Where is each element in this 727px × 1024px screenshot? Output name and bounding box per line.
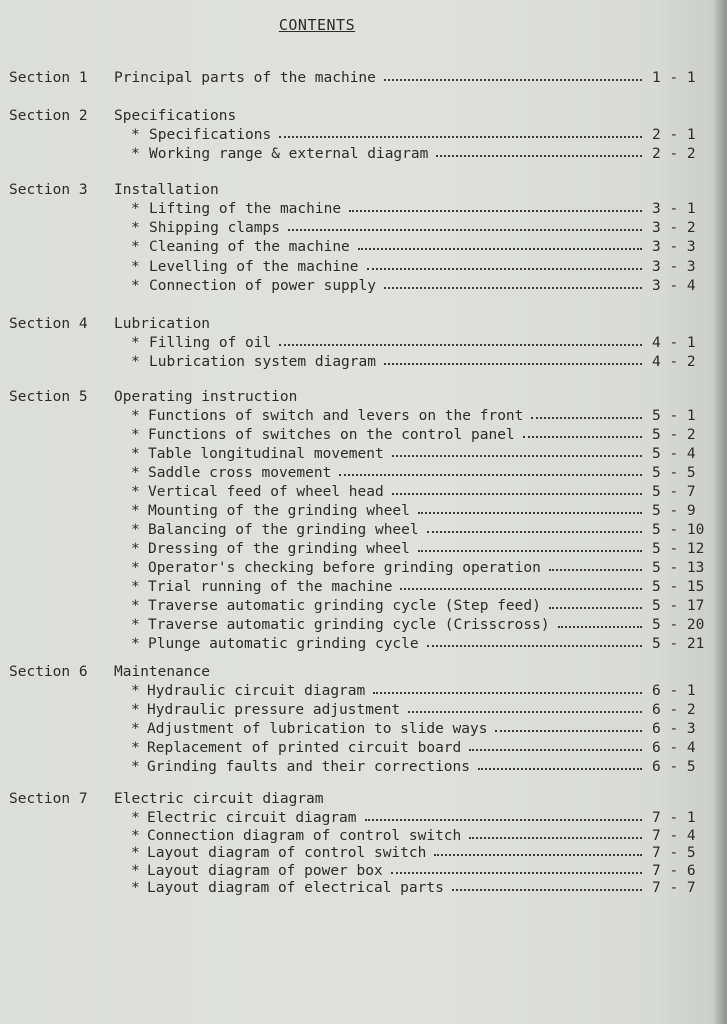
dot-leader xyxy=(391,872,642,874)
entry-title: Electric circuit diagram xyxy=(147,810,357,826)
page-number: 5 - 1 xyxy=(652,408,696,424)
page-number: 6 - 4 xyxy=(652,740,696,756)
dot-leader xyxy=(373,692,642,694)
section-title: Operating instruction xyxy=(114,389,298,405)
toc-entry xyxy=(0,239,720,257)
page-number: 7 - 5 xyxy=(652,845,696,861)
page-number: 3 - 4 xyxy=(652,277,696,294)
toc-entry xyxy=(0,503,720,521)
dot-leader xyxy=(427,645,642,647)
page-title: CONTENTS xyxy=(278,16,356,34)
page-number: 6 - 5 xyxy=(652,759,696,775)
entry-title: Lubrication system diagram xyxy=(149,354,376,370)
bullet-star: * xyxy=(131,598,140,614)
entry-title: Filling of oil xyxy=(149,335,272,351)
bullet-star: * xyxy=(131,636,140,652)
entry-title: Layout diagram of electrical parts xyxy=(147,880,444,896)
page-number: 5 - 20 xyxy=(652,617,705,633)
toc-entry xyxy=(0,759,720,777)
toc-section xyxy=(0,389,720,409)
toc-entry xyxy=(0,541,720,559)
toc-entry xyxy=(0,127,720,145)
bullet-star: * xyxy=(131,146,140,163)
dot-leader xyxy=(408,711,642,713)
toc-entry xyxy=(0,408,720,426)
entry-title: Traverse automatic grinding cycle (Crisscross) xyxy=(148,617,550,633)
page-number: 3 - 3 xyxy=(652,258,696,275)
toc-entry xyxy=(0,522,720,540)
bullet-star: * xyxy=(131,579,140,595)
dot-leader xyxy=(418,512,642,514)
section-label: Section 5 xyxy=(9,389,88,405)
toc-entry xyxy=(0,201,720,219)
entry-title: Vertical feed of wheel head xyxy=(148,484,384,500)
dot-leader xyxy=(469,837,642,839)
dot-leader xyxy=(384,287,642,289)
dot-leader xyxy=(392,455,642,457)
toc-entry xyxy=(0,721,720,739)
bullet-star: * xyxy=(131,740,140,756)
entry-title: Plunge automatic grinding cycle xyxy=(148,636,419,652)
page-number: 5 - 15 xyxy=(652,579,705,595)
section-label: Section 6 xyxy=(9,664,88,680)
toc-entry xyxy=(0,278,720,296)
entry-title: Shipping clamps xyxy=(149,220,280,237)
bullet-star: * xyxy=(131,503,140,519)
entry-title: Dressing of the grinding wheel xyxy=(148,541,410,557)
dot-leader xyxy=(358,248,642,250)
entry-title: Hydraulic pressure adjustment xyxy=(147,702,401,718)
toc-entry xyxy=(0,259,720,277)
bullet-star: * xyxy=(131,702,140,718)
dot-leader xyxy=(400,588,642,590)
page-number: 7 - 4 xyxy=(652,827,696,844)
dot-leader xyxy=(427,531,642,533)
entry-title: Balancing of the grinding wheel xyxy=(148,522,419,538)
dot-leader xyxy=(478,768,642,770)
section-title: Maintenance xyxy=(114,664,211,680)
toc-entry xyxy=(0,810,720,828)
section-title: Specifications xyxy=(114,108,237,124)
page-number: 5 - 13 xyxy=(652,560,705,576)
bullet-star: * xyxy=(131,258,140,275)
bullet-star: * xyxy=(131,220,140,237)
toc-section xyxy=(0,791,720,811)
toc-section xyxy=(0,316,720,336)
entry-title: Layout diagram of power box xyxy=(147,862,383,879)
bullet-star: * xyxy=(131,335,140,351)
page-number: 5 - 9 xyxy=(652,503,696,519)
entry-title: Functions of switch and levers on the front xyxy=(148,408,524,424)
toc-entry xyxy=(0,560,720,578)
dot-leader xyxy=(367,268,642,270)
entry-title: Levelling of the machine xyxy=(149,258,359,275)
entry-title: Hydraulic circuit diagram xyxy=(147,683,366,699)
page-number: 5 - 5 xyxy=(652,465,696,481)
toc-section xyxy=(0,182,720,202)
bullet-star: * xyxy=(131,845,140,861)
dot-leader xyxy=(558,626,642,628)
page-number: 6 - 3 xyxy=(652,721,696,737)
page-number: 4 - 1 xyxy=(652,335,696,351)
entry-title: Adjustment of lubrication to slide ways xyxy=(147,721,488,737)
dot-leader xyxy=(279,136,642,138)
entry-title: Grinding faults and their corrections xyxy=(147,759,471,775)
bullet-star: * xyxy=(131,239,140,256)
toc-entry xyxy=(0,598,720,616)
entry-title: Replacement of printed circuit board xyxy=(147,740,462,756)
toc-entry xyxy=(0,354,720,372)
bullet-star: * xyxy=(131,484,140,500)
toc-entry xyxy=(0,636,720,654)
page-number: 2 - 1 xyxy=(652,127,696,143)
page-number: 3 - 3 xyxy=(652,239,696,256)
toc-entry xyxy=(0,845,720,863)
toc-entry xyxy=(0,146,720,164)
entry-title: Specifications xyxy=(149,127,272,143)
bullet-star: * xyxy=(131,201,140,217)
page-number: 5 - 12 xyxy=(652,541,705,557)
entry-title: Lifting of the machine xyxy=(149,201,342,217)
section-label: Section 1 xyxy=(9,70,88,86)
toc-entry xyxy=(0,617,720,635)
toc-section xyxy=(0,108,720,128)
page-number: 7 - 1 xyxy=(652,810,696,826)
toc-entry xyxy=(0,465,720,483)
toc-entry xyxy=(0,683,720,701)
entry-title: Connection of power supply xyxy=(149,277,376,294)
entry-title: Cleaning of the machine xyxy=(149,239,350,256)
entry-title: Operator's checking before grinding operation xyxy=(148,560,541,576)
entry-title: Mounting of the grinding wheel xyxy=(148,503,410,519)
entry-title: Layout diagram of control switch xyxy=(147,845,427,861)
section-title: Installation xyxy=(114,182,219,198)
page-number: 5 - 7 xyxy=(652,484,696,500)
dot-leader xyxy=(469,749,642,751)
page-number: 6 - 1 xyxy=(652,683,696,699)
entry-title: Table longitudinal movement xyxy=(148,446,384,462)
toc-entry xyxy=(0,335,720,353)
bullet-star: * xyxy=(131,721,140,737)
dot-leader xyxy=(549,607,642,609)
bullet-star: * xyxy=(131,522,140,538)
bullet-star: * xyxy=(131,354,140,370)
toc-entry xyxy=(0,220,720,238)
bullet-star: * xyxy=(131,880,140,896)
dot-leader xyxy=(384,79,642,81)
dot-leader xyxy=(434,854,642,856)
dot-leader xyxy=(279,344,642,346)
section-title: Principal parts of the machine xyxy=(114,70,376,86)
entry-title: Connection diagram of control switch xyxy=(147,827,462,844)
dot-leader xyxy=(339,474,642,476)
toc-entry xyxy=(0,427,720,445)
page-number: 1 - 1 xyxy=(652,70,696,86)
bullet-star: * xyxy=(131,446,140,462)
page-number: 5 - 4 xyxy=(652,446,696,462)
toc-entry xyxy=(0,863,720,881)
toc-section xyxy=(0,664,720,684)
entry-title: Trial running of the machine xyxy=(148,579,393,595)
entry-title: Functions of switches on the control panel xyxy=(148,427,515,443)
dot-leader xyxy=(392,493,642,495)
page-edge-shadow xyxy=(713,0,727,1024)
section-label: Section 3 xyxy=(9,182,88,198)
toc-entry xyxy=(0,828,720,846)
toc-entry xyxy=(0,484,720,502)
dot-leader xyxy=(349,210,642,212)
entry-title: Saddle cross movement xyxy=(148,465,332,481)
dot-leader xyxy=(365,819,642,821)
toc-entry xyxy=(0,702,720,720)
section-label: Section 2 xyxy=(9,108,88,124)
entry-title: Working range & external diagram xyxy=(149,146,429,163)
dot-leader xyxy=(436,155,642,157)
page-number: 3 - 1 xyxy=(652,201,696,217)
dot-leader xyxy=(452,889,642,891)
page-number: 5 - 17 xyxy=(652,598,705,614)
page-number: 3 - 2 xyxy=(652,220,696,237)
bullet-star: * xyxy=(131,560,140,576)
entry-title: Traverse automatic grinding cycle (Step feed) xyxy=(148,598,541,614)
toc-entry xyxy=(0,740,720,758)
section-label: Section 7 xyxy=(9,791,88,807)
bullet-star: * xyxy=(131,127,140,143)
dot-leader xyxy=(531,417,642,419)
page-number: 6 - 2 xyxy=(652,702,696,718)
page-number: 7 - 7 xyxy=(652,880,696,896)
dot-leader xyxy=(288,229,642,231)
bullet-star: * xyxy=(131,683,140,699)
bullet-star: * xyxy=(131,465,140,481)
bullet-star: * xyxy=(131,427,140,443)
bullet-star: * xyxy=(131,810,140,826)
dot-leader xyxy=(523,436,642,438)
dot-leader xyxy=(418,550,642,552)
page-number: 5 - 2 xyxy=(652,427,696,443)
section-title: Lubrication xyxy=(114,316,211,332)
bullet-star: * xyxy=(131,827,140,844)
bullet-star: * xyxy=(131,408,140,424)
toc-entry xyxy=(0,579,720,597)
dot-leader xyxy=(384,363,642,365)
bullet-star: * xyxy=(131,541,140,557)
bullet-star: * xyxy=(131,862,140,879)
bullet-star: * xyxy=(131,759,140,775)
section-title: Electric circuit diagram xyxy=(114,791,324,807)
page-number: 5 - 10 xyxy=(652,522,705,538)
page-number: 4 - 2 xyxy=(652,354,696,370)
toc-entry xyxy=(0,446,720,464)
section-label: Section 4 xyxy=(9,316,88,332)
dot-leader xyxy=(549,569,642,571)
bullet-star: * xyxy=(131,617,140,633)
toc-entry xyxy=(0,70,720,88)
dot-leader xyxy=(495,730,642,732)
bullet-star: * xyxy=(131,277,140,294)
page-number: 2 - 2 xyxy=(652,146,696,163)
page-number: 5 - 21 xyxy=(652,636,705,652)
toc-entry xyxy=(0,880,720,898)
page-number: 7 - 6 xyxy=(652,862,696,879)
